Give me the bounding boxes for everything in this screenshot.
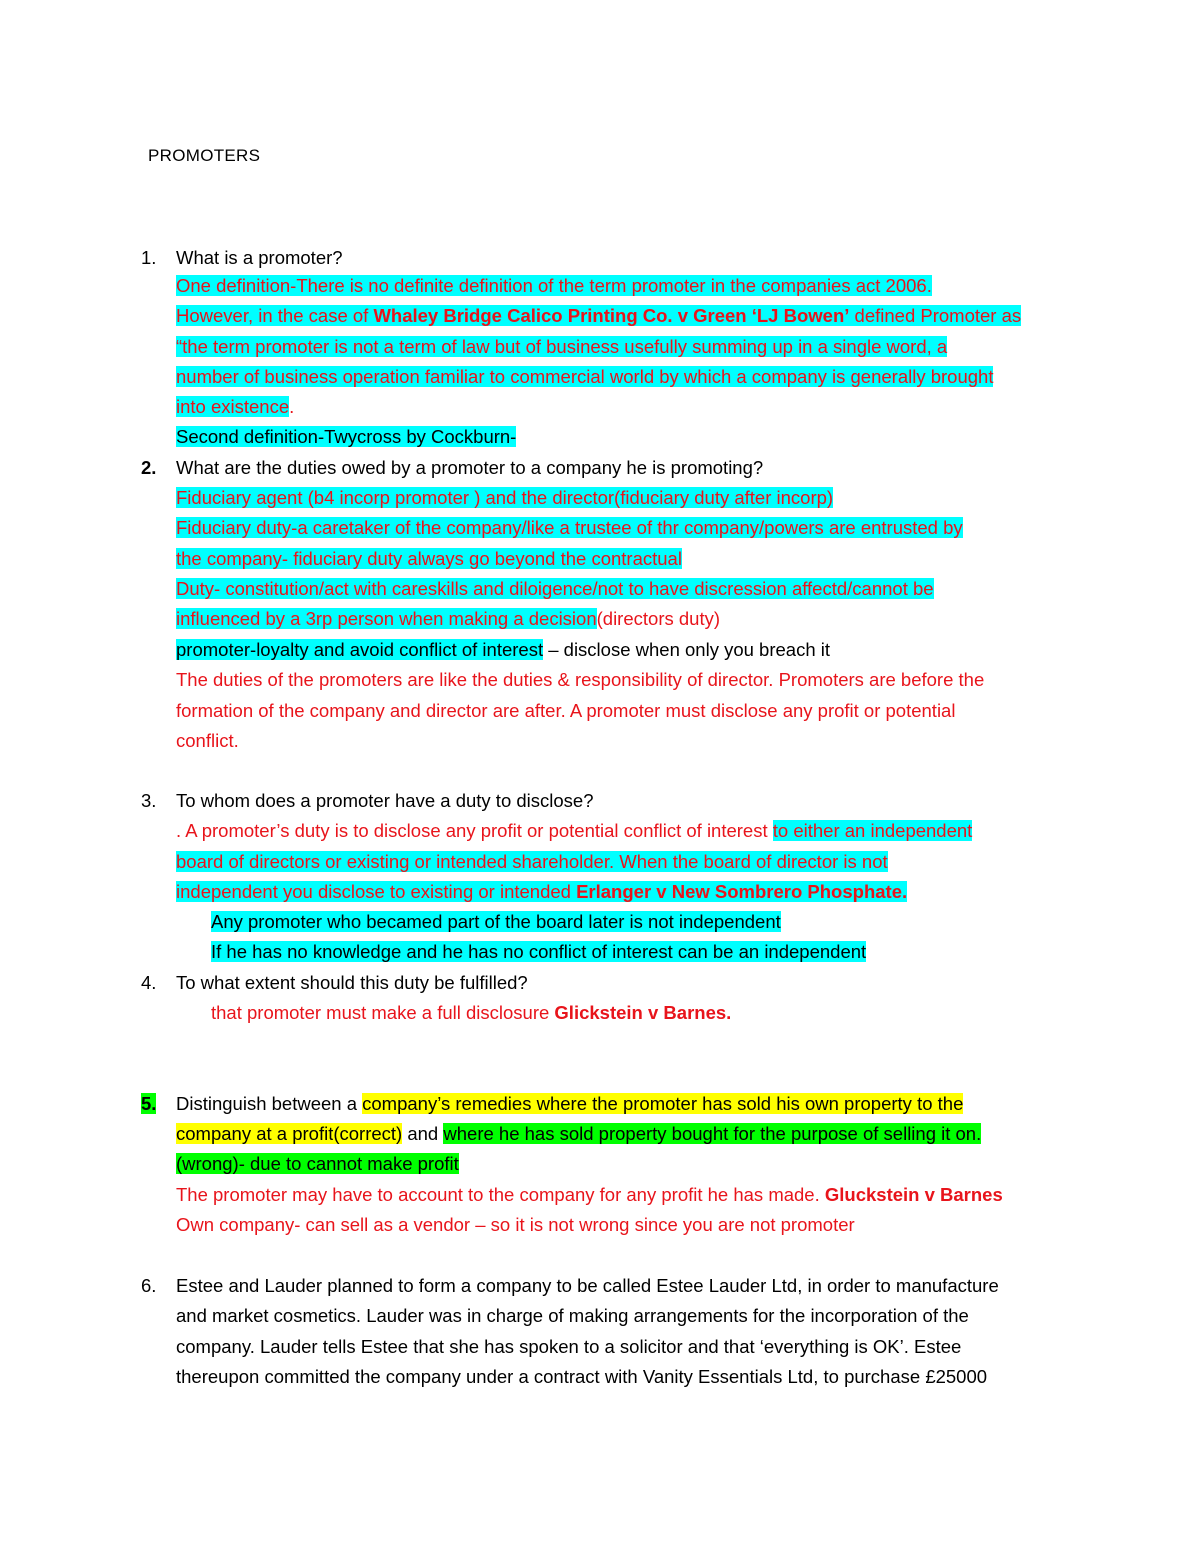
- q3-line-2b: When the board of director is not: [614, 851, 888, 872]
- q5-line-1a: Distinguish between a: [176, 1093, 363, 1114]
- q2-line-8: formation of the company and director are after. A promoter must disclose any profit or potential: [176, 700, 956, 721]
- q1-line-3: [176, 335, 947, 361]
- q2-line-2: [176, 516, 963, 542]
- q4-question: To what extent should this duty be fulfilled?: [176, 972, 528, 993]
- q5-line-4: [176, 1183, 1003, 1209]
- q2-number: 2.: [141, 457, 157, 478]
- q1-line-4-text: number of business operation familiar to commercial world by which a company is generally brought: [176, 366, 994, 387]
- q2-line-3-text: the company- fiduciary duty always go beyond the contractual: [176, 548, 682, 569]
- q5-number: [141, 1092, 156, 1116]
- q5-number-text: 5.: [141, 1093, 157, 1114]
- q5-line-3: [176, 1152, 459, 1178]
- q5-line-1: [176, 1092, 963, 1118]
- q3-line-3: [176, 880, 907, 906]
- q2-question: What are the duties owed by a promoter to a company he is promoting?: [176, 457, 764, 478]
- q2-line-1: [176, 486, 833, 512]
- q3-case-name: Erlanger v New Sombrero Phosphate.: [576, 881, 908, 902]
- q6-line-3: company. Lauder tells Estee that she has spoken to a solicitor and that ‘everything is OK’. Estee: [176, 1336, 962, 1357]
- q2-line-4: [176, 577, 934, 603]
- q5-line-2c: and: [402, 1123, 444, 1144]
- q1-number: 1.: [141, 247, 157, 268]
- q1-line-3-text: “the term promoter is not a term of law but of business usefully summing up in a single word, a: [176, 336, 948, 357]
- q1-line-5b: .: [289, 396, 295, 417]
- q2-line-9: conflict.: [176, 730, 239, 751]
- q6-number: 6.: [141, 1275, 157, 1296]
- q1-line-1-text: One definition-There is no definite definition of the term promoter in the companies act 2006.: [176, 275, 932, 296]
- q6-line-1: Estee and Lauder planned to form a company to be called Estee Lauder Ltd, in order to manufacture: [176, 1275, 999, 1296]
- q1-line-6: [176, 425, 516, 451]
- q3-line-1a: . A promoter’s duty is to disclose any profit or potential conflict of interest: [176, 820, 773, 841]
- q3-line-2a: board of directors or existing or intended shareholder.: [176, 851, 615, 872]
- q2-line-4-text: Duty- constitution/act with careskills and diloigence/not to have discression affectd/cannot be: [176, 578, 934, 599]
- q5-line-1b: company’s remedies where the promoter has sold his own property to the: [362, 1093, 964, 1114]
- q2-line-6b: – disclose when only you breach it: [543, 639, 831, 660]
- q2-line-6a: promoter-loyalty and avoid conflict of interest: [176, 639, 544, 660]
- q1-line-5: [176, 395, 294, 421]
- q5-case-name: Gluckstein v Barnes: [824, 1184, 1003, 1205]
- page-title: PROMOTERS: [148, 146, 261, 165]
- q1-line-2: [176, 304, 1021, 330]
- q1-line-2c: defined Promoter as: [849, 305, 1022, 326]
- q5-line-3-text: (wrong)- due to cannot make profit: [176, 1153, 459, 1174]
- q2-line-5: [176, 607, 720, 633]
- q2-line-5b: (directors duty): [596, 608, 720, 629]
- q1-line-4: [176, 365, 993, 391]
- q2-line-1-text: Fiduciary agent (b4 incorp promoter ) and the director(fiduciary duty after incorp): [176, 487, 834, 508]
- q3-line-4-text: Any promoter who becamed part of the board later is not independent: [211, 911, 781, 932]
- q3-question: To whom does a promoter have a duty to disclose?: [176, 790, 594, 811]
- q5-line-5: Own company- can sell as a vendor – so it is not wrong since you are not promoter: [176, 1214, 855, 1235]
- q2-line-7: The duties of the promoters are like the duties & responsibility of director. Promoters are before the: [176, 669, 985, 690]
- q1-line-5a: into existence: [176, 396, 290, 417]
- q2-line-2-text: Fiduciary duty-a caretaker of the company/like a trustee of thr company/powers are entrusted by: [176, 517, 963, 538]
- q1-line-1: [176, 274, 932, 300]
- q3-line-2: [176, 850, 888, 876]
- q5-line-2: [176, 1122, 981, 1148]
- q1-case-name: Whaley Bridge Calico Printing Co. v Green ‘LJ Bowen’: [373, 305, 850, 326]
- q3-line-3a: independent you disclose to existing or intended: [176, 881, 577, 902]
- q4-number: 4.: [141, 972, 157, 993]
- q3-number: 3.: [141, 790, 157, 811]
- q6-line-2: and market cosmetics. Lauder was in charge of making arrangements for the incorporation of the: [176, 1305, 969, 1326]
- q2-line-6: [176, 638, 830, 664]
- q4-case-name: Glickstein v Barnes.: [554, 1002, 732, 1023]
- q4-line-1: [211, 1001, 731, 1027]
- q6-line-4: thereupon committed the company under a contract with Vanity Essentials Ltd, to purchase £25000: [176, 1366, 988, 1387]
- q1-question: What is a promoter?: [176, 247, 343, 268]
- q2-line-3: [176, 547, 682, 573]
- q5-line-2d: where he has sold property bought for the purpose of selling it on.: [443, 1123, 982, 1144]
- q3-line-1: [176, 819, 972, 845]
- q4-line-1a: that promoter must make a full disclosure: [211, 1002, 555, 1023]
- q3-line-1b: to either an independent: [772, 820, 973, 841]
- q1-line-6-text: Second definition-Twycross by Cockburn-: [176, 426, 517, 447]
- q3-line-5-text: If he has no knowledge and he has no conflict of interest can be an independent: [211, 941, 867, 962]
- q5-line-2a: company at a profit: [176, 1123, 334, 1144]
- q5-line-2b: (correct): [333, 1123, 403, 1144]
- q5-line-4a: The promoter may have to account to the company for any profit he has made.: [176, 1184, 825, 1205]
- q1-line-2a: However, in the case of: [176, 305, 374, 326]
- q3-line-4: [211, 910, 781, 936]
- q2-line-5a: influenced by a 3rp person when making a decision: [176, 608, 597, 629]
- q3-line-5: [211, 940, 866, 966]
